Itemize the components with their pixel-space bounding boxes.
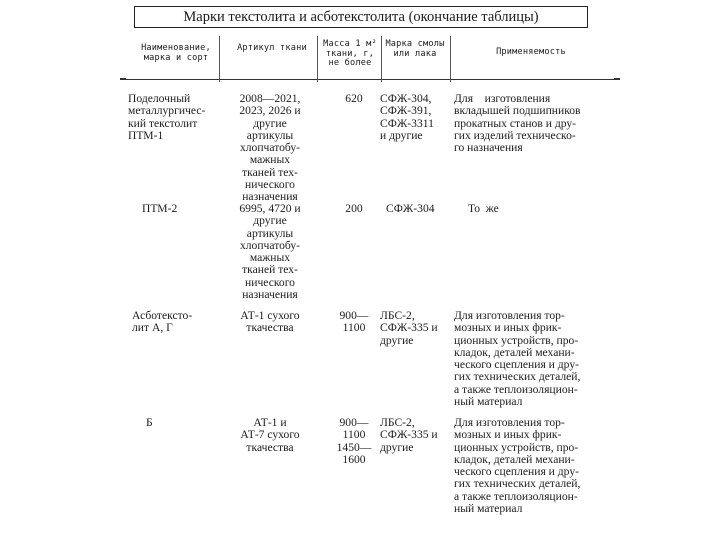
row-4-article: АТ-1 и АТ-7 сухого ткачества (240, 416, 300, 454)
column-header-application: Применяемость (496, 47, 566, 57)
row-3-name: Асботексто- лит А, Г (132, 309, 193, 335)
row-3-article: АТ-1 сухого ткачества (240, 309, 300, 335)
row-4-application: Для изготовления тор- мозных и иных фрик- ционных устройств, про- кладок, деталей механи- ческого сцепления и дру- гих технических деталей, а также теплоизоляцион- ный материал (454, 416, 581, 516)
column-header-resin: Марка смолы или лака (385, 39, 445, 59)
row-1-mass: 620 (345, 92, 363, 105)
row-1-resin: СФЖ-304, СФЖ-391, СФЖ-3311 и другие (380, 92, 434, 142)
column-divider (450, 36, 451, 82)
header-rule (126, 79, 618, 80)
column-divider (219, 36, 220, 82)
column-divider (317, 36, 318, 82)
row-1-name: Поделочный металлургичес- кий текстолит ПТМ-1 (128, 92, 206, 142)
row-1-article: 2008—2021, 2023, 2026 и другие артикулы хлопчатобу- мажных тканей тех- нического назначения (239, 92, 301, 204)
row-2-resin: СФЖ-304 (386, 202, 435, 215)
column-header-mass: Масса 1 м² ткани, г, не более (323, 39, 377, 68)
row-4-resin: ЛБС-2, СФЖ-335 и другие (380, 416, 438, 454)
column-header-article: Артикул ткани (237, 43, 307, 53)
row-3-mass: 900— 1100 (339, 309, 369, 335)
row-2-name: ПТМ-2 (142, 202, 178, 215)
column-divider (381, 36, 382, 82)
row-4-name: Б (146, 416, 153, 429)
scan-mark (614, 78, 620, 80)
row-1-application: Для изготовления вкладышей подшипников прокатных станов и дру- гих изделий техническо- го назначения (454, 92, 581, 155)
page-title: Марки текстолита и асботекстолита (окончание таблицы) (134, 6, 588, 28)
row-3-resin: ЛБС-2, СФЖ-335 и другие (380, 309, 438, 347)
column-header-name: Наименование, марка и сорт (141, 43, 211, 63)
row-2-article: 6995, 4720 и другие артикулы хлопчатобу- мажных тканей тех- нического назначения (239, 202, 301, 302)
row-4-mass: 900— 1100 1450— 1600 (336, 416, 372, 466)
scan-mark (120, 78, 126, 80)
row-3-application: Для изготовления тор- мозных и иных фрик- ционных устройств, про- кладок, деталей механи- ческого сцепления и дру- гих технических деталей, а также теплоизоляцион- ный материал (454, 309, 581, 409)
row-2-mass: 200 (345, 202, 363, 215)
row-2-application: То же (468, 202, 499, 215)
